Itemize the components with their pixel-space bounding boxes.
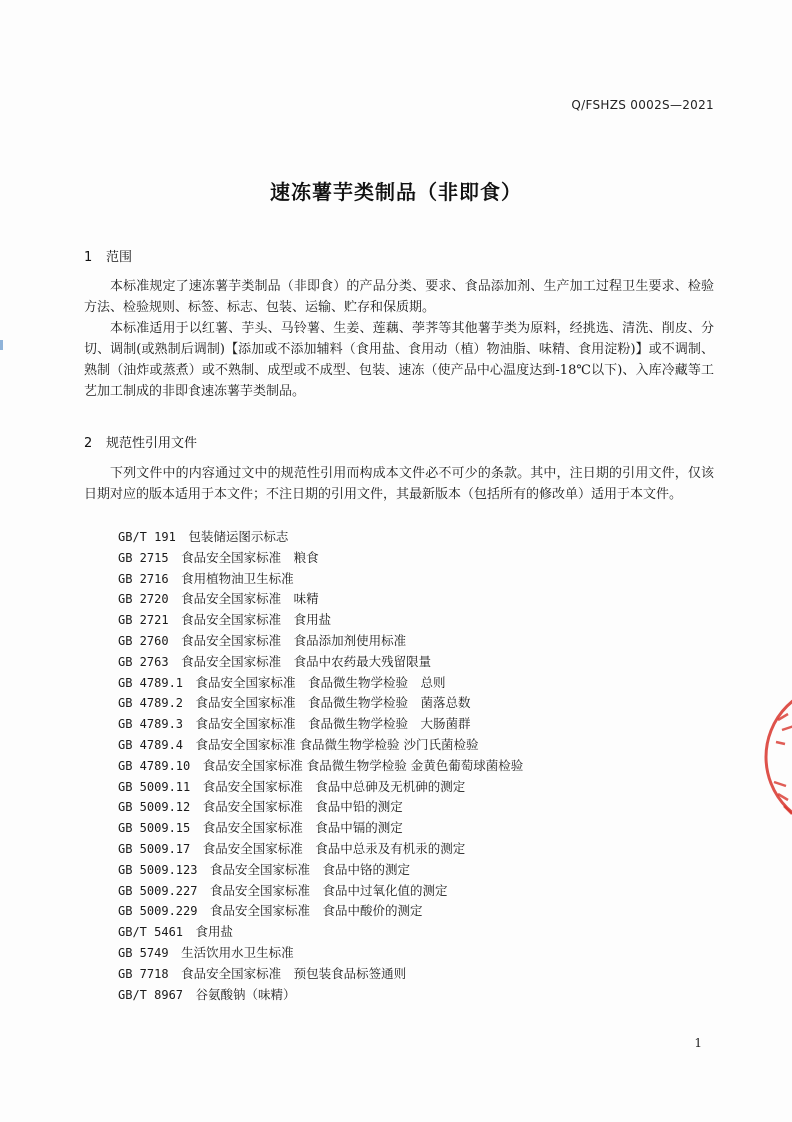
scan-edge-mark (0, 340, 3, 350)
reference-item (118, 673, 523, 694)
section-title: 范围 (106, 250, 133, 265)
reference-code: GB/T 5461 (118, 925, 184, 940)
reference-item (118, 860, 523, 881)
reference-code: GB 5009.15 (118, 821, 191, 836)
reference-code: GB 7718 (118, 966, 169, 981)
reference-item (118, 901, 523, 922)
reference-item (118, 652, 523, 673)
reference-title: 食品安全国家标准 食品中铅的测定 (202, 799, 403, 815)
reference-title: 食品安全国家标准 食品中过氧化值的测定 (210, 882, 448, 898)
reference-item (118, 756, 523, 777)
reference-item (118, 693, 523, 714)
page-number: 1 (694, 1036, 702, 1050)
reference-title: 食用盐 (195, 924, 234, 940)
reference-title: 食品安全国家标准 食用盐 (181, 612, 332, 628)
section-2-heading (84, 432, 197, 451)
reference-code: GB 2720 (118, 592, 169, 607)
document-title: 速冻薯芋类制品（非即食） (270, 180, 522, 204)
reference-code: GB 2715 (118, 550, 169, 565)
reference-item (118, 922, 523, 943)
reference-item (118, 569, 523, 590)
references-intro-paragraph: 下列文件中的内容通过文中的规范性引用而构成本文件必不可少的条款。其中，注日期的引用文件，仅该日期对应的版本适用于本文件；不注日期的引用文件，其最新版本（包括所有的修改单）适用于本文件。 (84, 466, 714, 502)
reference-item (118, 777, 523, 798)
reference-code: GB 4789.3 (118, 717, 184, 732)
reference-code: GB 5009.123 (118, 862, 198, 877)
section-number: 2 (84, 436, 93, 451)
reference-item (118, 797, 523, 818)
reference-item (118, 818, 523, 839)
reference-code: GB 2763 (118, 654, 169, 669)
reference-item (118, 964, 523, 985)
reference-item (118, 985, 523, 1006)
official-seal-icon (760, 672, 792, 842)
reference-title: 食品安全国家标准 食品中镉的测定 (202, 820, 403, 836)
reference-title: 食品安全国家标准 食品中农药最大残留限量 (181, 653, 432, 669)
reference-code: GB 4789.10 (118, 758, 191, 773)
reference-title: 生活饮用水卫生标准 (181, 944, 294, 960)
reference-title: 食品安全国家标准 食品添加剂使用标准 (181, 632, 407, 648)
reference-title: 食品安全国家标准 味精 (181, 591, 319, 607)
reference-title: 食品安全国家标准 预包装食品标签通则 (181, 965, 407, 981)
reference-title: 食品安全国家标准 粮食 (181, 549, 319, 565)
reference-code: GB 5009.17 (118, 841, 191, 856)
reference-item (118, 527, 523, 548)
scope-paragraph-2: 本标准适用于以红薯、芋头、马铃薯、生姜、莲藕、荸荠等其他薯芋类为原料，经挑选、清洗、削皮、分切、调制(或熟制后调制)【添加或不添加辅料（食用盐、食用动（植）物油脂、味精、食用淀粉)】或不调制、熟制（油炸或蒸煮）或不熟制、成型或不成型、包装、速冻（使产品中心温度达到-18℃以下)、入库冷藏等工艺加工制成的非即食速冻薯芋类制品。 (84, 321, 714, 399)
reference-code: GB 5009.12 (118, 800, 191, 815)
reference-item (118, 548, 523, 569)
reference-title: 食品安全国家标准 食品中总砷及无机砷的测定 (202, 778, 466, 794)
reference-code: GB 5009.227 (118, 883, 198, 898)
section-title: 规范性引用文件 (106, 436, 198, 451)
reference-code: GB 4789.2 (118, 696, 184, 711)
reference-title: 食品安全国家标准 食品中铬的测定 (210, 861, 411, 877)
reference-item (118, 589, 523, 610)
reference-item (118, 943, 523, 964)
section-number: 1 (84, 250, 93, 265)
reference-title: 食品安全国家标准 食品中酸价的测定 (210, 903, 423, 919)
scope-paragraph-1: 本标准规定了速冻薯芋类制品（非即食）的产品分类、要求、食品添加剂、生产加工过程卫生要求、检验方法、检验规则、标签、标志、包装、运输、贮存和保质期。 (84, 279, 714, 315)
reference-code: GB/T 191 (118, 530, 176, 544)
reference-code: GB/T 8967 (118, 987, 184, 1002)
reference-title: 食品安全国家标准 食品微生物学检验 总则 (195, 674, 446, 690)
reference-code: GB 5749 (118, 945, 169, 960)
standard-code: Q/FSHZS 0002S—2021 (571, 98, 714, 112)
reference-code: GB 2716 (118, 571, 169, 586)
reference-title: 谷氨酸钠（味精） (195, 986, 296, 1002)
reference-item (118, 610, 523, 631)
reference-code: GB 2721 (118, 613, 169, 628)
reference-code: GB 4789.4 (118, 737, 184, 752)
reference-code: GB 4789.1 (118, 675, 184, 690)
reference-title: 食品安全国家标准 食品中总汞及有机汞的测定 (202, 840, 466, 856)
reference-item (118, 735, 523, 756)
reference-title: 包装储运图示标志 (188, 529, 289, 544)
reference-code: GB 2760 (118, 633, 169, 648)
reference-item (118, 714, 523, 735)
reference-title: 食品安全国家标准 食品微生物学检验 金黄色葡萄球菌检验 (202, 757, 524, 773)
reference-code: GB 5009.11 (118, 779, 191, 794)
reference-title: 食品安全国家标准 食品微生物学检验 菌落总数 (195, 695, 471, 711)
reference-title: 食用植物油卫生标准 (181, 570, 294, 586)
reference-code: GB 5009.229 (118, 904, 198, 919)
section-1-heading (84, 246, 132, 265)
reference-title: 食品安全国家标准 食品微生物学检验 沙门氏菌检验 (195, 736, 479, 752)
reference-item (118, 631, 523, 652)
normative-reference-list (118, 527, 523, 1005)
reference-title: 食品安全国家标准 食品微生物学检验 大肠菌群 (195, 716, 471, 732)
reference-item (118, 881, 523, 902)
reference-item (118, 839, 523, 860)
